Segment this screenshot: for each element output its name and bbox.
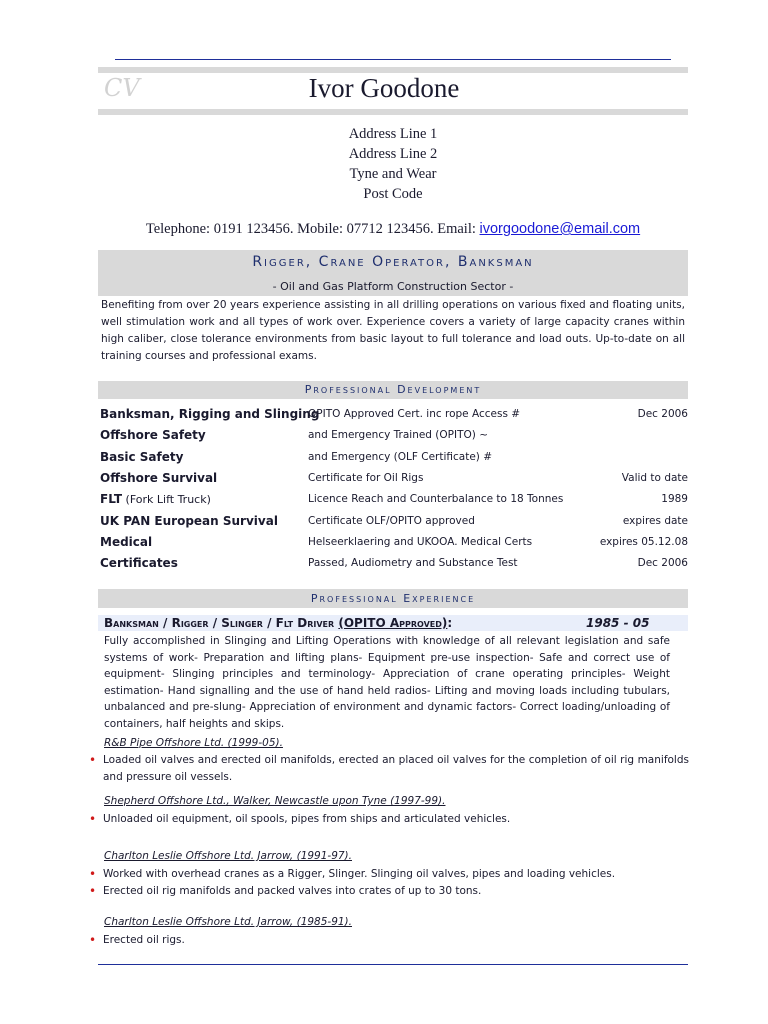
company-charlton-1991: Charlton Leslie Offshore Ltd. Jarrow, (1991-97).: [104, 850, 352, 862]
company-rb-pipe: R&B Pipe Offshore Ltd. (1999-05).: [104, 737, 283, 749]
bullet-item: [89, 811, 689, 828]
development-date: Dec 2006: [637, 408, 688, 420]
bullet-text: Erected oil rig manifolds and packed valves into crates of up to 30 tons.: [103, 885, 482, 897]
development-label-text: UK PAN European Survival: [100, 513, 278, 528]
job-years: 1985 - 05: [586, 616, 650, 630]
address-postcode: Post Code: [363, 186, 423, 202]
development-description: and Emergency Trained (OPITO) ~: [308, 429, 489, 442]
development-description: Certificate OLF/OPITO approved: [308, 514, 475, 527]
bullet-text: Worked with overhead cranes as a Rigger, Slinger. Slinging oil valves, pipes and loading vehicles.: [103, 868, 616, 880]
development-label: [100, 556, 178, 570]
cv-label: CV: [104, 74, 140, 102]
bullet-icon: •: [89, 812, 97, 826]
development-label: [100, 450, 183, 464]
contact-line: [0, 221, 768, 238]
email-link[interactable]: ivorgoodone@email.com: [479, 221, 641, 237]
address-line-2: Address Line 2: [348, 146, 438, 162]
development-date: expires 05.12.08: [599, 535, 688, 548]
development-heading: Professional Development: [304, 383, 482, 396]
development-label-text: Basic Safety: [100, 449, 184, 464]
role-title: Rigger, Crane Operator, Banksman: [252, 254, 534, 270]
experience-heading: Professional Experience: [310, 592, 476, 605]
development-row: [100, 535, 688, 556]
development-label-text: FLT: [100, 492, 123, 507]
development-row: [100, 471, 688, 492]
bottom-rule: [98, 964, 688, 965]
development-label: [100, 492, 211, 506]
development-description: Helseerklaering and UKOOA. Medical Certs: [308, 535, 533, 548]
development-row: [100, 556, 688, 577]
development-label: [100, 471, 217, 485]
bullet-icon: •: [89, 867, 97, 881]
development-row: [100, 407, 688, 428]
development-label: [100, 428, 206, 442]
development-row: [100, 514, 688, 535]
development-row: [100, 450, 688, 471]
header-bottom-bar: [98, 109, 688, 115]
bullet-item: [89, 932, 689, 949]
company-charlton-1985: Charlton Leslie Offshore Ltd. Jarrow, (1985-91).: [104, 916, 352, 928]
development-description: Licence Reach and Counterbalance to 18 Tonnes: [308, 493, 564, 506]
development-date: Valid to date: [621, 471, 688, 484]
development-label-text: Banksman, Rigging and Slinging: [100, 407, 320, 421]
bullet-text: Unloaded oil equipment, oil spools, pipes from ships and articulated vehicles.: [103, 813, 511, 825]
phone-numbers: Telephone: 0191 123456. Mobile: 07712 123456. Email:: [145, 221, 480, 237]
development-date: Dec 2006: [637, 557, 688, 570]
bullet-item: [89, 883, 689, 900]
bullet-text: Erected oil rigs.: [103, 934, 185, 946]
career-summary: Benefiting from over 20 years experience assisting in all drilling operations on various fixed and floating units, well stimulation work and all types of work over. Experience covers a variety of large capacity cranes within high caliber, close tolerance environments from basic layout to full tolerance and load outs. Up-to-date on all training courses and professional exams.: [101, 299, 685, 362]
development-date: 1989: [661, 493, 688, 506]
job-title: [104, 616, 452, 630]
bullet-icon: •: [89, 753, 97, 767]
development-label-text: Medical: [100, 534, 153, 549]
development-date: expires date: [622, 514, 688, 527]
bullet-icon: •: [89, 933, 97, 947]
address-line-1: Address Line 1: [348, 126, 438, 142]
development-description: OPITO Approved Cert. inc rope Access #: [308, 408, 521, 420]
bullet-item: [89, 752, 689, 786]
job-title-text: Banksman / Rigger / Slinger / Flt Driver: [104, 616, 339, 630]
job-opito: (OPITO Approved): [338, 616, 448, 630]
development-row: [100, 492, 688, 513]
development-label-text: Offshore Safety: [100, 428, 206, 443]
top-rule: [115, 59, 671, 60]
company-shepherd: Shepherd Offshore Ltd., Walker, Newcastle upon Tyne (1997-99).: [104, 795, 446, 807]
development-description: and Emergency (OLF Certificate) #: [308, 450, 493, 463]
development-label-text: Certificates: [100, 556, 178, 571]
development-label: [100, 407, 319, 421]
bullet-text: Loaded oil valves and erected oil manifolds, erected an placed oil valves for the completion of oil rig manifolds and pressure oil vessels.: [103, 754, 689, 783]
development-label: [100, 514, 278, 528]
development-description: Passed, Audiometry and Substance Test: [308, 557, 518, 570]
development-description: Certificate for Oil Rigs: [308, 471, 424, 484]
development-row: [100, 428, 688, 449]
address-county: Tyne and Wear: [349, 166, 437, 182]
development-label-sub: (Fork Lift Truck): [122, 493, 211, 507]
job-colon: :: [447, 616, 453, 630]
development-label: [100, 535, 152, 549]
job-summary: Fully accomplished in Slinging and Lifting Operations with knowledge of all relevant legislation and safe systems of work- Preparation and lifting plans- Equipment pre-use inspection- Safe and correct use of equipment- Slinging principles and terminology- Appreciation of crane operating principles- Weight estimation- Hand signalling and the use of hand held radios- Lifting and moving loads including tubulars, unbalanced and pre-slung- Appreciation of environment and dynamic factors- Correct loading/unloading of containers, half heights and skips.: [104, 635, 670, 730]
development-label-text: Offshore Survival: [100, 470, 218, 485]
candidate-name: Ivor Goodone: [308, 73, 460, 103]
role-subtitle: - Oil and Gas Platform Construction Sector -: [272, 280, 514, 293]
bullet-icon: •: [89, 884, 97, 898]
bullet-item: [89, 866, 689, 883]
